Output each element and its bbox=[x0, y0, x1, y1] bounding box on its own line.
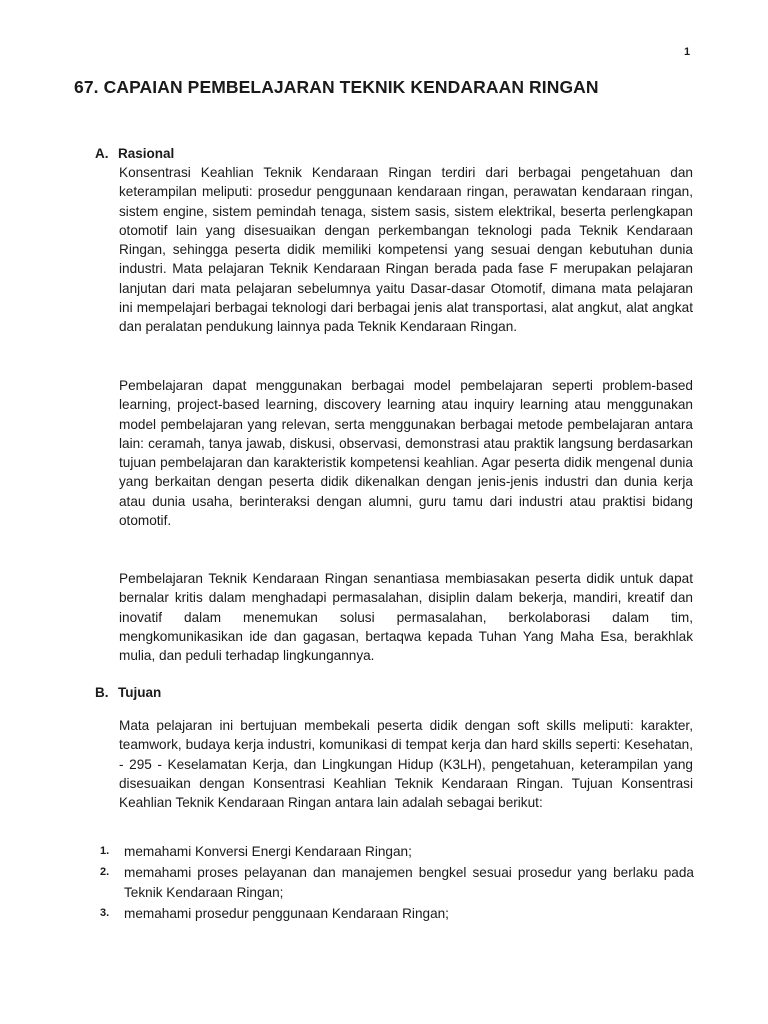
document-title: 67. CAPAIAN PEMBELAJARAN TEKNIK KENDARAAN RINGAN bbox=[74, 77, 599, 97]
list-item-number: 1. bbox=[100, 845, 110, 857]
section-b-letter: B. bbox=[95, 685, 109, 700]
rasional-paragraph-1: Konsentrasi Keahlian Teknik Kendaraan Ringan terdiri dari berbagai pengetahuan dan keterampilan meliputi: prosedur penggunaan kendaraan ringan, perawatan kendaraan ringan, sistem engine, sistem pemindah tenaga, sistem sasis, sistem elektrikal, beserta perlengkapan otomotif lain yang disesuaikan dengan perkembangan teknologi pada Teknik Kendaraan Ringan, sehingga peserta didik memiliki kompetensi yang sesuai dengan kebutuhan dunia industri. Mata pelajaran Teknik Kendaraan Ringan berada pada fase F merupakan pelajaran lanjutan dari mata pelajaran sebelumnya yaitu Dasar-dasar Otomotif, dimana mata pelajaran ini mempelajari berbagai teknologi dari berbagai jenis alat transportasi, alat angkut, alat angkat dan peralatan pendukung lainnya pada Teknik Kendaraan Ringan. bbox=[119, 165, 693, 335]
list-item-number: 2. bbox=[100, 866, 110, 879]
list-item-text: memahami Konversi Energi Kendaraan Ringan; bbox=[124, 844, 412, 859]
list-item bbox=[100, 842, 694, 861]
section-b-title: Tujuan bbox=[118, 685, 162, 700]
list-item-number: 3. bbox=[100, 906, 110, 919]
list-item bbox=[100, 904, 694, 923]
section-b-heading bbox=[95, 685, 161, 700]
list-item-text: memahami prosedur penggunaan Kendaraan Ringan; bbox=[124, 905, 449, 921]
list-item bbox=[100, 863, 694, 902]
section-a-letter: A. bbox=[95, 146, 109, 161]
tujuan-paragraph: Mata pelajaran ini bertujuan membekali peserta didik dengan soft skills meliputi: karakter, teamwork, budaya kerja industri, komunikasi di tempat kerja dan hard skills seperti: Kesehatan, - 295 - Keselamatan Kerja, dan Lingkungan Hidup (K3LH), pengetahuan, keterampilan yang disesuaikan dengan Konsentrasi Keahlian Teknik Kendaraan Ringan. Tujuan Konsentrasi Keahlian Teknik Kendaraan Ringan antara lain adalah sebagai berikut: bbox=[119, 718, 693, 811]
section-a-title: Rasional bbox=[118, 146, 175, 161]
tujuan-list bbox=[100, 842, 694, 925]
rasional-paragraph-2: Pembelajaran dapat menggunakan berbagai model pembelajaran seperti problem-based learning, project-based learning, discovery learning atau inquiry learning atau menggunakan model pembelajaran yang relevan, serta menggunakan berbagai metode pembelajaran antara lain: ceramah, tanya jawab, diskusi, observasi, demonstrasi atau praktik langsung berdasarkan tujuan pembelajaran dan karakteristik kompetensi keahlian. Agar peserta didik mengenal dunia yang berkaitan dengan peserta didik dikenalkan dengan jenis-jenis industri dan dunia kerja atau dunia usaha, berinteraksi dengan alumni, guru tamu dari industri atau praktisi bidang otomotif. bbox=[119, 378, 693, 529]
rasional-paragraph-3: Pembelajaran Teknik Kendaraan Ringan senantiasa membiasakan peserta didik untuk dapat bernalar kritis dalam menghadapi permasalahan, disiplin dalam bekerja, mandiri, kreatif dan inovatif dalam menemukan solusi permasalahan, berkolaborasi dalam tim, mengkomunikasikan ide dan gagasan, bertaqwa kepada Tuhan Yang Maha Esa, berakhlak mulia, dan peduli terhadap lingkungannya. bbox=[119, 571, 693, 664]
section-a-heading bbox=[95, 146, 174, 161]
list-item-text: memahami proses pelayanan dan manajemen bengkel sesuai prosedur yang berlaku pada Teknik Kendaraan Ringan; bbox=[124, 865, 694, 900]
page-number: 1 bbox=[684, 46, 691, 58]
